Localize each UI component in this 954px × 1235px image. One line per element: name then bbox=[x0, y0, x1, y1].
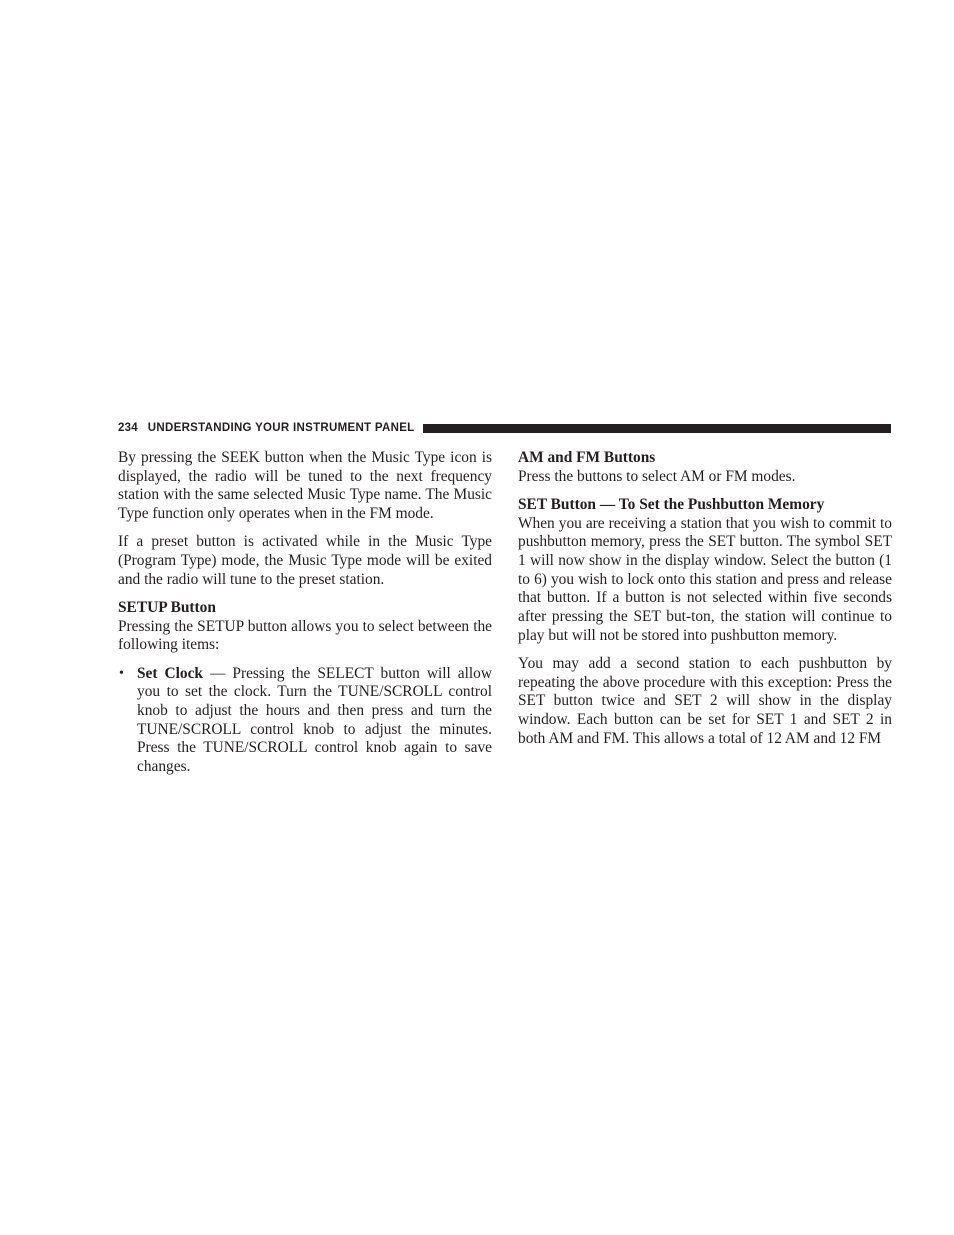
bullet-set-clock-text bbox=[137, 665, 492, 777]
amfm-buttons-text: Press the buttons to select AM or FM modes. bbox=[518, 467, 796, 485]
paragraph-preset-button: If a preset button is activated while in the Music Type (Program Type) mode, the Music Type mode will be exited and the radio will tune to the preset station. bbox=[118, 533, 492, 588]
left-column bbox=[118, 449, 492, 777]
bullet-set-clock-term: Set Clock bbox=[137, 664, 203, 682]
bullet-icon: • bbox=[119, 665, 124, 681]
set-section bbox=[518, 496, 892, 646]
paragraph-second-station: You may add a second station to each pushbutton by repeating the above procedure with this exception: Press the SET button twice and SET 2 will show in the display window. Each button can be set for SET 1 and SET 2 in both AM and FM. This allows a total of 12 AM and 12 FM bbox=[518, 655, 892, 747]
header-rule bbox=[423, 424, 892, 433]
setup-section bbox=[118, 599, 492, 655]
set-button-heading: SET Button — To Set the Pushbutton Memory bbox=[518, 495, 825, 513]
bullet-set-clock bbox=[118, 665, 492, 777]
right-column bbox=[518, 449, 892, 758]
amfm-buttons-heading: AM and FM Buttons bbox=[518, 449, 656, 466]
page-number: 234 bbox=[118, 422, 138, 434]
setup-button-text: Pressing the SETUP button allows you to select between the following items: bbox=[118, 617, 492, 654]
amfm-section bbox=[518, 449, 892, 486]
setup-button-heading: SETUP Button bbox=[118, 598, 216, 616]
paragraph-seek-music-type: By pressing the SEEK button when the Music Type icon is displayed, the radio will be tuned to the next frequency station with the same selected Music Type name. The Music Type function only operates when in the FM mode. bbox=[118, 449, 492, 523]
bullet-set-clock-description: — Pressing the SELECT button will allow you to set the clock. Turn the TUNE/SCROLL control knob to adjust the hours and then press and turn the TUNE/SCROLL control knob to adjust the minutes. Press the TUNE/SCROLL control knob again to save changes. bbox=[137, 664, 492, 776]
section-title: UNDERSTANDING YOUR INSTRUMENT PANEL bbox=[147, 422, 415, 434]
page-header bbox=[118, 420, 891, 436]
set-button-text: When you are receiving a station that you wish to commit to pushbutton memory, press the SET button. The symbol SET 1 will now show in the display window. Select the button (1 to 6) you wish to lock onto this station and press and release that button. If a button is not selected within five seconds after pressing the SET but-ton, the station will continue to play but will not be stored into pushbutton memory. bbox=[518, 514, 892, 644]
